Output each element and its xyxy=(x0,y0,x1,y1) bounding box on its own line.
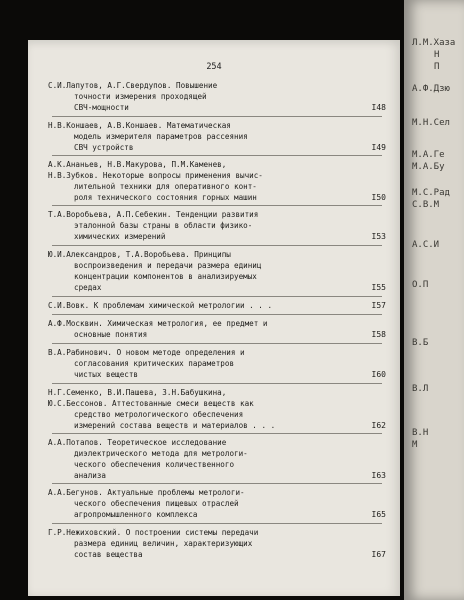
entry-line: А.К.Ананьев, Н.В.Макурова, П.М.Каменев, xyxy=(48,160,227,169)
entry-line: средство метрологического обеспечения xyxy=(74,410,244,419)
entry-line: агропромышленного комплекса xyxy=(74,510,198,519)
entry-page-number: I57 xyxy=(371,301,386,310)
entry-line: измерений состава веществ и материалов . . . xyxy=(74,421,276,430)
entry-line: анализа xyxy=(74,471,107,480)
entry-page-number: I65 xyxy=(371,510,386,519)
entry-line: Т.А.Воробьева, А.П.Себекин. Тенденции развития xyxy=(48,210,259,219)
entry-line: размера единиц величин, характеризующих xyxy=(74,539,253,548)
entry-page-number: I53 xyxy=(371,232,386,241)
entry-line: Ю.И.Александров, Т.А.Воробьева. Принципы xyxy=(48,250,231,259)
entry-line: роля технического состояния горных машин xyxy=(74,193,257,202)
facing-page-fragment: М.А.Ге xyxy=(412,150,445,160)
facing-page-fragment: В.Н xyxy=(412,428,429,438)
facing-page-fragment: Л.М.Хаза xyxy=(412,38,456,48)
entry-line: Г.Р.Нежиховский. О построении системы передачи xyxy=(48,528,259,537)
entry-line: эталонной базы страны в области физико- xyxy=(74,221,253,230)
facing-page-fragment: С.В.М xyxy=(412,200,440,210)
entry-line: чистых веществ xyxy=(74,370,139,379)
facing-page-fragment: О.П xyxy=(412,280,429,290)
entry-line: модель измерителя параметров рассеяния xyxy=(74,132,248,141)
entry-page-number: I67 xyxy=(371,550,386,559)
entry-line: В.А.Рабинович. О новом методе определения и xyxy=(48,348,245,357)
entry-line: Н.Г.Семенко, В.И.Пашева, З.Н.Бабушкина, xyxy=(48,388,227,397)
facing-page xyxy=(404,0,464,600)
facing-page-fragment: М xyxy=(412,440,418,450)
book-page xyxy=(28,40,400,596)
facing-page-fragment: А.Ф.Дзю xyxy=(412,84,450,94)
entry-line: А.Ф.Москвин. Химическая метрология, ее предмет и xyxy=(48,319,268,328)
entry-line: Н.В.Коншаев, А.В.Коншаев. Математическая xyxy=(48,121,231,130)
facing-page-fragment: М.Н.Сел xyxy=(412,118,450,128)
entry-divider xyxy=(52,205,382,206)
entry-page-number: I50 xyxy=(371,193,386,202)
facing-page-fragment: М.А.Бу xyxy=(412,162,445,172)
toc-entry xyxy=(48,159,386,203)
entry-line: воспроизведения и передачи размера единиц xyxy=(74,261,262,270)
toc-entry xyxy=(48,300,386,311)
toc-entry xyxy=(48,437,386,481)
entry-page-number: I63 xyxy=(371,471,386,480)
entry-line: средах xyxy=(74,283,102,292)
toc-entry xyxy=(48,249,386,293)
entry-divider xyxy=(52,343,382,344)
page-number: 254 xyxy=(206,62,222,72)
entry-divider xyxy=(52,383,382,384)
entry-page-number: I58 xyxy=(371,330,386,339)
entry-page-number: I55 xyxy=(371,283,386,292)
toc-entry xyxy=(48,318,386,340)
facing-page-fragment: П xyxy=(434,62,440,72)
entry-page-number: I60 xyxy=(371,370,386,379)
facing-page-fragment: В.Б xyxy=(412,338,429,348)
toc-entry xyxy=(48,209,386,242)
toc-entry xyxy=(48,80,386,113)
entry-line: С.И.Вовк. К проблемам химической метрологии . . . xyxy=(48,301,273,310)
entry-divider xyxy=(52,523,382,524)
entry-line: ческого обеспечения количественного xyxy=(74,460,235,469)
toc-entry xyxy=(48,487,386,520)
toc-entry xyxy=(48,347,386,380)
entry-line: Н.В.Зубков. Некоторые вопросы применения вычис- xyxy=(48,171,263,180)
facing-page-fragment: М.С.Рад xyxy=(412,188,450,198)
entry-line: согласования критических параметров xyxy=(74,359,235,368)
entry-line: химических измерений xyxy=(74,232,166,241)
entry-divider xyxy=(52,296,382,297)
facing-page-fragment: В.Л xyxy=(412,384,429,394)
facing-page-fragment: А.С.И xyxy=(412,240,440,250)
entry-page-number: I62 xyxy=(371,421,386,430)
entry-line: А.А.Потапов. Теоретическое исследование xyxy=(48,438,227,447)
entry-divider xyxy=(52,245,382,246)
toc-entry xyxy=(48,387,386,431)
facing-page-fragment: Н xyxy=(434,50,440,60)
entry-divider xyxy=(52,116,382,117)
entry-line: диэлектрического метода для метрологи- xyxy=(74,449,248,458)
entry-line: СВЧ-мощности xyxy=(74,103,129,112)
entry-line: А.А.Бегунов. Актуальные проблемы метрологи- xyxy=(48,488,245,497)
entry-divider xyxy=(52,483,382,484)
entry-line: состав вещества xyxy=(74,550,143,559)
entry-line: основные понятия xyxy=(74,330,148,339)
entry-page-number: I49 xyxy=(371,143,386,152)
entry-line: ческого обеспечения пищевых отраслей xyxy=(74,499,239,508)
entry-line: точности измерения проходящей xyxy=(74,92,207,101)
entry-line: лительной техники для оперативного конт- xyxy=(74,182,257,191)
entry-line: СВЧ устройств xyxy=(74,143,134,152)
entry-line: концентрации компонентов в анализируемых xyxy=(74,272,257,281)
entry-divider xyxy=(52,433,382,434)
entry-page-number: I48 xyxy=(371,103,386,112)
entry-divider xyxy=(52,155,382,156)
toc-entry xyxy=(48,527,386,560)
entry-line: Ю.С.Бессонов. Аттестованные смеси веществ как xyxy=(48,399,254,408)
entry-divider xyxy=(52,314,382,315)
entry-line: С.И.Лапутов, А.Г.Свердупов. Повышение xyxy=(48,81,218,90)
toc-entry xyxy=(48,120,386,153)
